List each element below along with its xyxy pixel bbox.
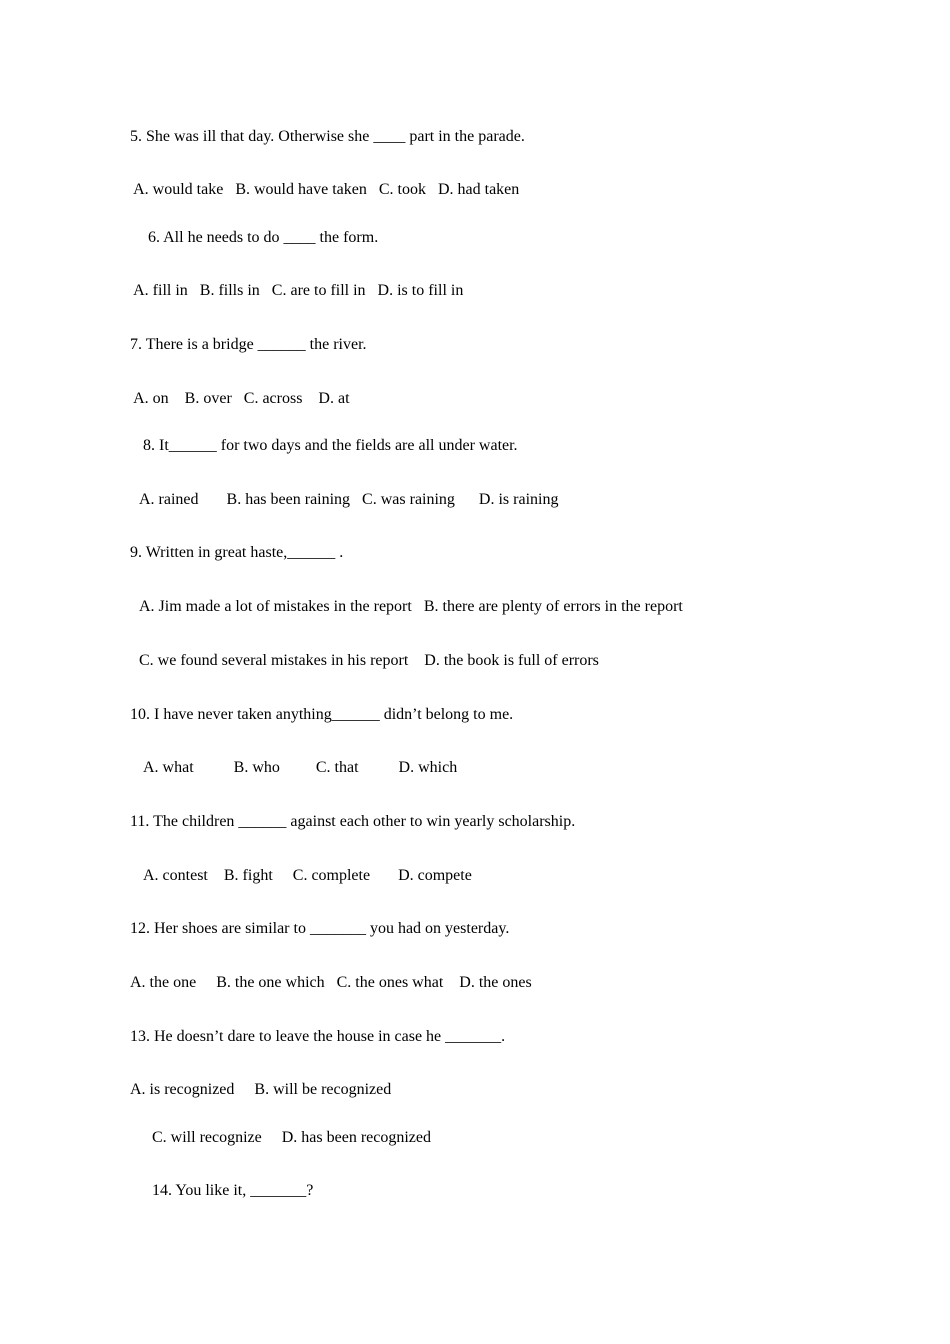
question-10: 10. I have never taken anything______ didn’t belong to me.: [130, 706, 514, 723]
question-8: 8. It______ for two days and the fields are all under water.: [143, 437, 518, 454]
question-7-options: A. on B. over C. across D. at: [130, 390, 350, 407]
question-6-options: A. fill in B. fills in C. are to fill in D. is to fill in: [130, 282, 464, 299]
question-13: 13. He doesn’t dare to leave the house in case he _______.: [130, 1028, 506, 1045]
question-5: 5. She was ill that day. Otherwise she ____ part in the parade.: [130, 128, 525, 145]
question-12: 12. Her shoes are similar to _______ you had on yesterday.: [130, 920, 510, 937]
question-9: 9. Written in great haste,______ .: [130, 544, 344, 561]
question-7: 7. There is a bridge ______ the river.: [130, 336, 367, 353]
question-9-options-ab: A. Jim made a lot of mistakes in the report B. there are plenty of errors in the report: [139, 598, 683, 615]
question-6: 6. All he needs to do ____ the form.: [148, 229, 379, 246]
question-13-options-cd: C. will recognize D. has been recognized: [152, 1129, 432, 1146]
question-9-options-cd: C. we found several mistakes in his report D. the book is full of errors: [139, 652, 599, 669]
question-11: 11. The children ______ against each other to win yearly scholarship.: [130, 813, 576, 830]
question-14: 14. You like it, _______?: [152, 1182, 314, 1199]
question-10-options: A. what B. who C. that D. which: [143, 759, 458, 776]
question-12-options: A. the one B. the one which C. the ones what D. the ones: [130, 974, 532, 991]
question-5-options: A. would take B. would have taken C. took D. had taken: [130, 181, 520, 198]
question-8-options: A. rained B. has been raining C. was raining D. is raining: [139, 491, 559, 508]
question-11-options: A. contest B. fight C. complete D. compete: [143, 867, 472, 884]
question-13-options-ab: A. is recognized B. will be recognized: [130, 1081, 392, 1098]
